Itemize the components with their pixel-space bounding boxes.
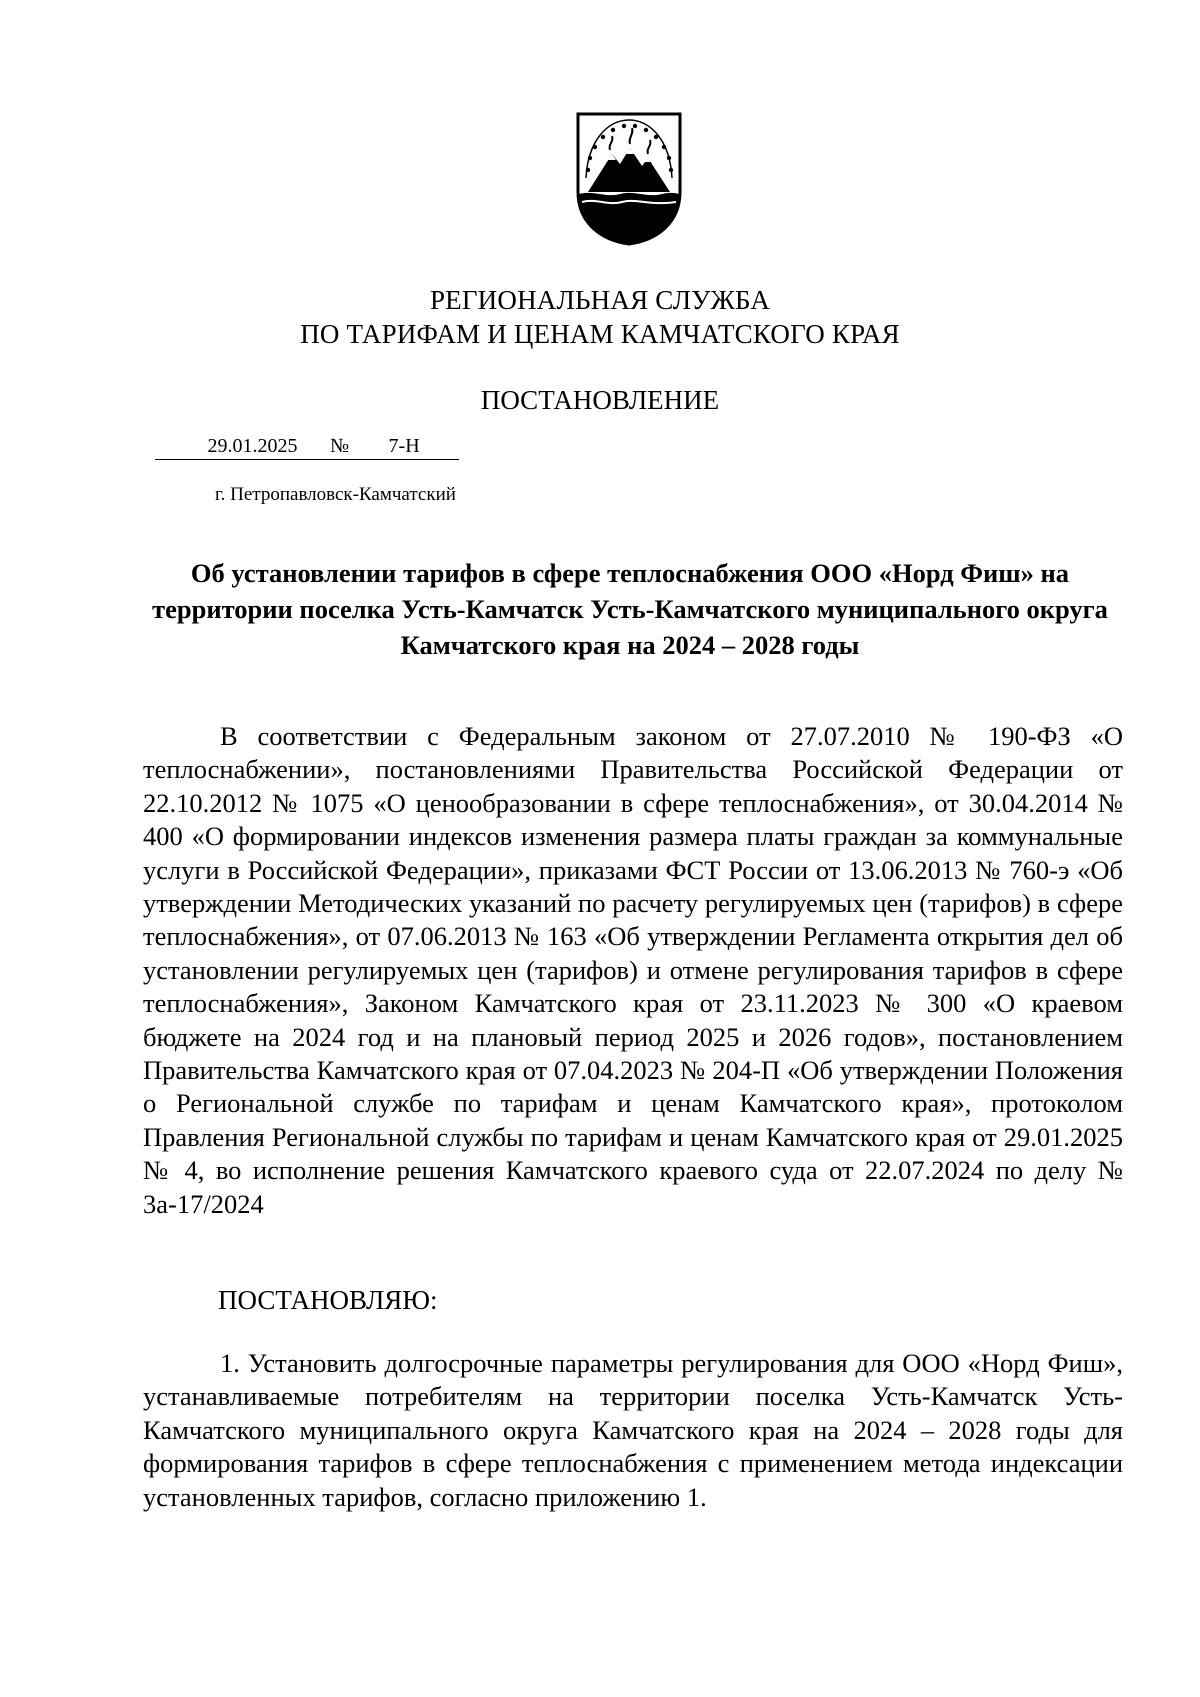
decree-word: ПОСТАНОВЛЯЮ: — [218, 1285, 438, 1315]
document-date: 29.01.2025 — [155, 435, 330, 460]
preamble-paragraph: В соответствии с Федеральным законом от 27.07.2010 № 190-ФЗ «О теплоснабжении», постановлениями Правительства Российской Федерации от 22.10.2012 № 1075 «О ценообразовании в сфере теплоснабжения», от 30.04.2014 № 400 «О формировании индексов изменения размера платы граждан за коммунальные услуги в Российской Федерации», приказами ФСТ России от 13.06.2013 № 760-э «Об утверждении Методических указаний по расчету регулируемых цен (тарифов) в сфере теплоснабжения», от 07.06.2013 № 163 «Об утверждении Регламента открытия дел об установлении регулируемых цен (тарифов) и отмене регулирования тарифов в сфере теплоснабжения», Законом Камчатского края от 23.11.2023 № 300 «О краевом бюджете на 2024 год и на плановый период 2025 и 2026 годов», постановлением Правительства Камчатского края от 07.04.2023 № 204-П «Об утверждении Положения о Региональной службе по тарифам и ценам Камчатского края», протоколом Правления Региональной службы по тарифам и ценам Камчатского края от 29.01.2025 № 4, во исполнение решения Камчатского краевого суда от 22.07.2024 по делу № 3а-17/2024 — [143, 721, 1123, 1219]
org-name-line2: ПО ТАРИФАМ И ЦЕНАМ КАМЧАТСКОГО КРАЯ — [300, 319, 900, 349]
clause-1-paragraph: 1. Установить долгосрочные параметры регулирования для ООО «Норд Фиш», устанавливаемые потребителям на территории поселка Усть-Камчатск Усть-Камчатского муниципального округа Камчатского края на 2024 – 2028 годы для формирования тарифов в сфере теплоснабжения с применением метода индексации установленных тарифов, согласно приложению 1. — [143, 1348, 1123, 1512]
document-number: 7-Н — [349, 435, 459, 460]
city: г. Петропавловск-Камчатский — [215, 484, 456, 505]
number-sign: № — [330, 435, 349, 460]
kamchatka-coat-of-arms-icon — [574, 110, 684, 246]
org-name-line1: РЕГИОНАЛЬНАЯ СЛУЖБА — [429, 285, 771, 315]
document-type: ПОСТАНОВЛЕНИЕ — [480, 385, 720, 415]
date-number-row — [155, 433, 459, 460]
document-title: Об установлении тарифов в сфере теплоснабжения ООО «Норд Фиш» на территории поселка Усть-Камчатск Усть-Камчатского муниципального округа Камчатского края на 2024 – 2028 годы — [152, 558, 1108, 660]
